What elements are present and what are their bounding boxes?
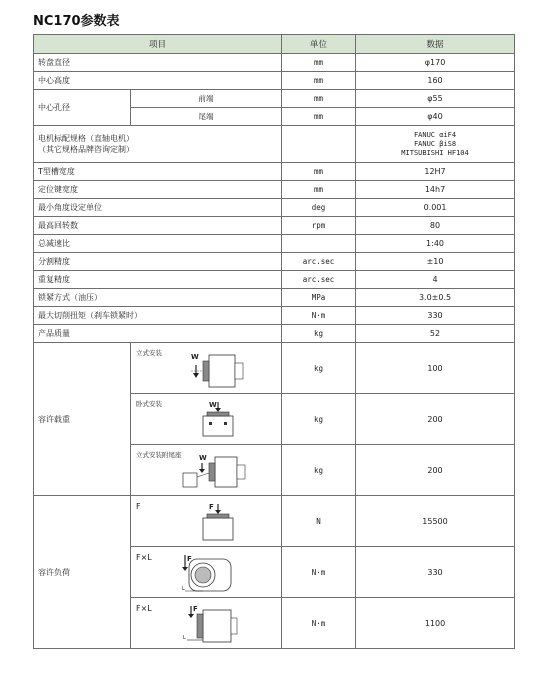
row-label: T型槽宽度 <box>34 163 282 181</box>
mount-horizontal-figure <box>131 394 282 445</box>
row-label: 分割精度 <box>34 253 282 271</box>
figure-mark: L <box>183 635 186 641</box>
row-unit: rpm <box>282 217 356 235</box>
figure-label: 立式安装附尾座 <box>136 451 182 459</box>
row-label: 锁紧方式（油压） <box>34 289 282 307</box>
row-value: 80 <box>356 217 515 235</box>
figure-label: F×L <box>136 604 152 613</box>
row-label: 重复精度 <box>34 271 282 289</box>
row-unit: N·m <box>282 307 356 325</box>
row-value: 15500 <box>356 496 515 547</box>
mount-vertical-figure <box>131 343 282 394</box>
row-unit: mm <box>282 108 356 126</box>
table-row <box>34 163 515 181</box>
figure-mark: W <box>209 401 217 409</box>
mount-vertical-tailstock-figure <box>131 445 282 496</box>
table-row <box>34 54 515 72</box>
row-value: 52 <box>356 325 515 343</box>
table-row <box>34 181 515 199</box>
table-row <box>34 90 515 108</box>
row-unit: mm <box>282 72 356 90</box>
row-unit-empty <box>282 126 356 163</box>
row-value: 4 <box>356 271 515 289</box>
row-unit: N·m <box>282 547 356 598</box>
table-row <box>34 289 515 307</box>
row-label: 中心孔径 <box>34 90 131 126</box>
figure-label: F×L <box>136 553 152 562</box>
horizontal-mount-diagram-icon <box>181 400 251 442</box>
header-item: 项目 <box>34 35 282 54</box>
row-sublabel-front: 前端 <box>131 90 282 108</box>
row-label: 总减速比 <box>34 235 282 253</box>
row-value: 3.0±0.5 <box>356 289 515 307</box>
row-unit: mm <box>282 90 356 108</box>
table-row <box>34 307 515 325</box>
row-unit: mm <box>282 181 356 199</box>
row-unit: mm <box>282 163 356 181</box>
row-value: 160 <box>356 72 515 90</box>
row-unit: kg <box>282 343 356 394</box>
header-row <box>34 35 515 54</box>
row-value: 200 <box>356 445 515 496</box>
table-row <box>34 325 515 343</box>
row-label: 转盘直径 <box>34 54 282 72</box>
force-moment-figure <box>131 547 282 598</box>
row-value: 100 <box>356 343 515 394</box>
axial-force-diagram-icon <box>181 502 251 544</box>
force-group-label: 容许负荷 <box>34 496 131 649</box>
spec-table <box>33 34 515 649</box>
force-axial-figure <box>131 496 282 547</box>
figure-mark: W <box>199 454 207 462</box>
side-moment-diagram-icon <box>181 604 251 646</box>
figure-label: F <box>136 502 141 511</box>
row-unit: arc.sec <box>282 253 356 271</box>
load-group-label: 容许载重 <box>34 343 131 496</box>
table-row <box>34 126 515 163</box>
row-value-line: FANUC αiF4 <box>413 130 457 139</box>
row-label <box>34 126 282 163</box>
table-row <box>34 217 515 235</box>
figure-mark: F <box>209 503 214 511</box>
row-label: 最小角度设定单位 <box>34 199 282 217</box>
table-row <box>34 199 515 217</box>
figure-label: 卧式安装 <box>136 400 162 408</box>
row-unit: arc.sec <box>282 271 356 289</box>
page-title: NC170参数表 <box>33 14 120 29</box>
row-value: 1:40 <box>356 235 515 253</box>
row-unit: N·m <box>282 598 356 649</box>
figure-mark: W <box>191 353 199 361</box>
moment-force-diagram-icon <box>181 553 251 595</box>
figure-label: 立式安装 <box>136 349 162 357</box>
row-value: ±10 <box>356 253 515 271</box>
row-unit: kg <box>282 394 356 445</box>
row-value: φ170 <box>356 54 515 72</box>
vertical-mount-diagram-icon <box>181 349 251 391</box>
row-label: 中心高度 <box>34 72 282 90</box>
row-label-line: 电机标配规格（直轴电机） <box>38 134 134 143</box>
row-unit: deg <box>282 199 356 217</box>
row-value: 1100 <box>356 598 515 649</box>
row-value <box>356 126 515 163</box>
row-value-line: MITSUBISHI HF104 <box>401 148 469 157</box>
row-value: φ55 <box>356 90 515 108</box>
table-row <box>34 496 515 547</box>
table-row <box>34 72 515 90</box>
table-row <box>34 253 515 271</box>
row-label-line: （其它规格品牌咨询定制） <box>38 145 134 154</box>
row-sublabel-rear: 尾端 <box>131 108 282 126</box>
row-label: 最高回转数 <box>34 217 282 235</box>
row-value: 14h7 <box>356 181 515 199</box>
table-row <box>34 343 515 394</box>
row-label: 产品质量 <box>34 325 282 343</box>
header-data: 数据 <box>356 35 515 54</box>
row-unit: N <box>282 496 356 547</box>
row-value: 330 <box>356 547 515 598</box>
figure-mark: F <box>193 605 198 613</box>
row-value: φ40 <box>356 108 515 126</box>
row-unit-empty <box>282 235 356 253</box>
row-unit: mm <box>282 54 356 72</box>
table-row <box>34 271 515 289</box>
row-unit: kg <box>282 445 356 496</box>
row-unit: kg <box>282 325 356 343</box>
header-unit: 单位 <box>282 35 356 54</box>
table-row <box>34 235 515 253</box>
row-value: 0.001 <box>356 199 515 217</box>
tailstock-mount-diagram-icon <box>181 451 251 493</box>
figure-mark: F <box>187 555 192 563</box>
row-value: 12H7 <box>356 163 515 181</box>
row-label: 定位键宽度 <box>34 181 282 199</box>
force-moment-side-figure <box>131 598 282 649</box>
figure-mark: L <box>182 586 185 592</box>
row-value: 330 <box>356 307 515 325</box>
row-value: 200 <box>356 394 515 445</box>
row-label: 最大切削扭矩（刹车锁紧时） <box>34 307 282 325</box>
row-unit: MPa <box>282 289 356 307</box>
row-value-line: FANUC βiS8 <box>413 139 457 148</box>
